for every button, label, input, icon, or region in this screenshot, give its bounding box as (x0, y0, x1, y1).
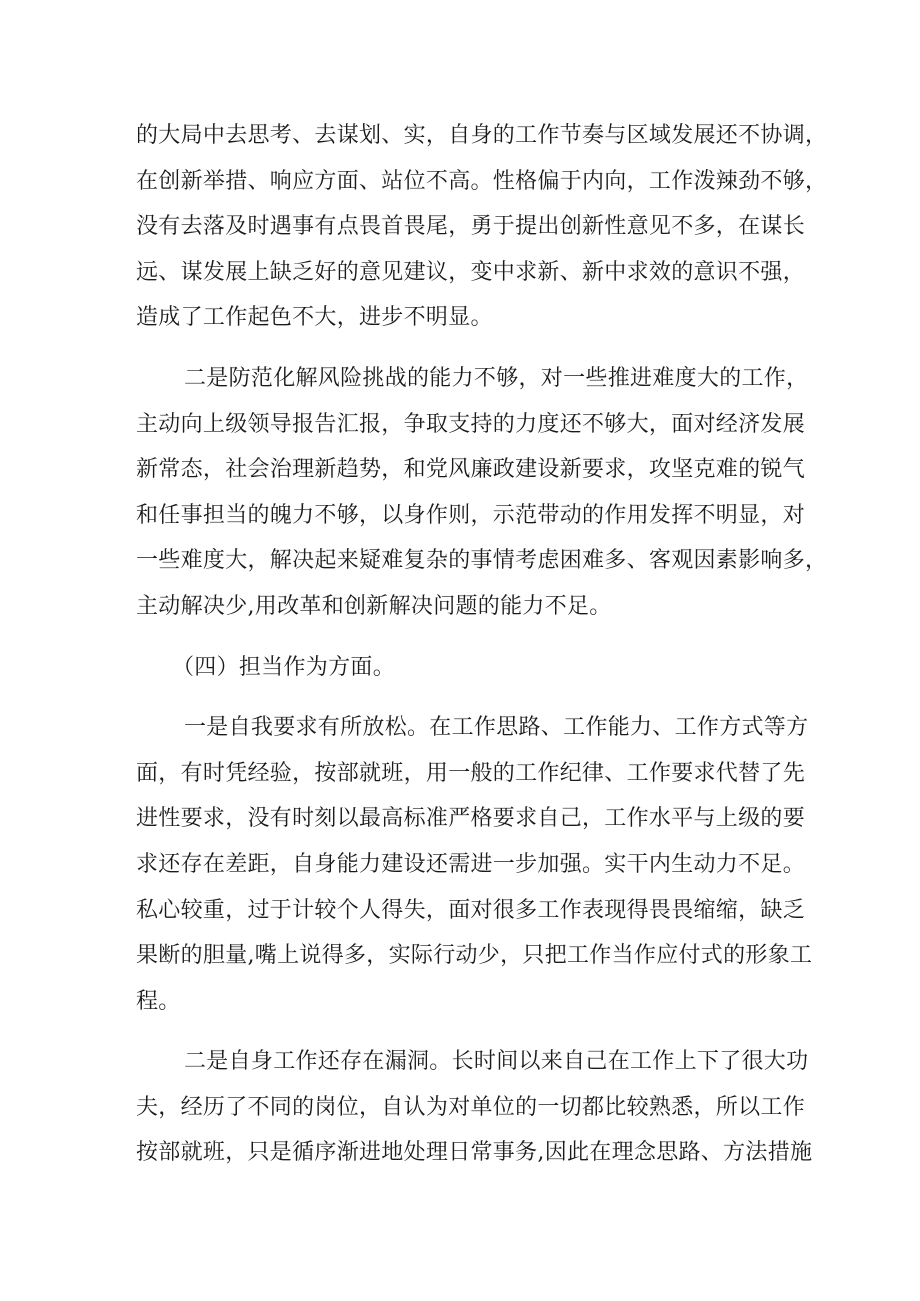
paragraph-1 (136, 113, 828, 341)
text-line: 二是防范化解风险挑战的能力不够，对一些推进难度大的工作， (184, 365, 809, 391)
text-line: 主动向上级领导报告汇报，争取支持的力度还不够大，面对经济发展 (136, 411, 806, 437)
text-line: 夫，经历了不同的岗位，自认为对单位的一切都比较熟悉，所以工作 (136, 1094, 806, 1120)
heading-text: （四）担当作为方面。 (172, 654, 396, 680)
text-line: 程。 (136, 988, 181, 1014)
paragraph-3 (136, 705, 813, 1024)
text-line: 主动解决少,用改革和创新解决问题的能力不足。 (136, 593, 612, 619)
text-line: 二是自身工作还存在漏洞。长时间以来自己在工作上下了很大功 (184, 1049, 809, 1075)
text-line: 造成了工作起色不大，进步不明显。 (136, 305, 493, 331)
text-line: 的大局中去思考、去谋划、实，自身的工作节奏与区域发展还不协调， (136, 123, 828, 148)
text-line: 一是自我要求有所放松。在工作思路、工作能力、工作方式等方 (184, 715, 809, 741)
text-line: 在创新举措、响应方面、站位不高。性格偏于内向，工作泼辣劲不够， (136, 168, 828, 194)
text-line: 远、谋发展上缺乏好的意见建议，变中求新、新中求效的意识不强， (136, 259, 806, 285)
document-body (136, 113, 828, 1176)
text-line: 和任事担当的魄力不够，以身作则，示范带动的作用发挥不明显，对 (136, 502, 806, 528)
text-line: 面，有时凭经验，按部就班，用一般的工作纪律、工作要求代替了先 (136, 760, 806, 786)
text-line: 一些难度大，解决起来疑难复杂的事情考虑困难多、客观因素影响多， (136, 548, 828, 574)
text-line: 进性要求，没有时刻以最高标准严格要求自己，工作水平与上级的要 (136, 806, 806, 832)
section-heading (136, 645, 796, 691)
text-line: 求还存在差距，自身能力建设还需进一步加强。实干内生动力不足。 (136, 851, 806, 877)
paragraph-2 (136, 356, 828, 630)
text-line: 果断的胆量,嘴上说得多，实际行动少，只把工作当作应付式的形象工 (136, 943, 813, 969)
text-line: 私心较重，过于计较个人得失，面对很多工作表现得畏畏缩缩，缺乏 (136, 897, 806, 923)
text-line: 没有去落及时遇事有点畏首畏尾，勇于提出创新性意见不多，在谋长 (136, 214, 806, 240)
text-line: 新常态，社会治理新趋势，和党风廉政建设新要求，攻坚克难的锐气 (136, 457, 806, 483)
text-line: 按部就班，只是循序渐进地处理日常事务,因此在理念思路、方法措施 (136, 1140, 813, 1166)
paragraph-4 (136, 1039, 813, 1176)
